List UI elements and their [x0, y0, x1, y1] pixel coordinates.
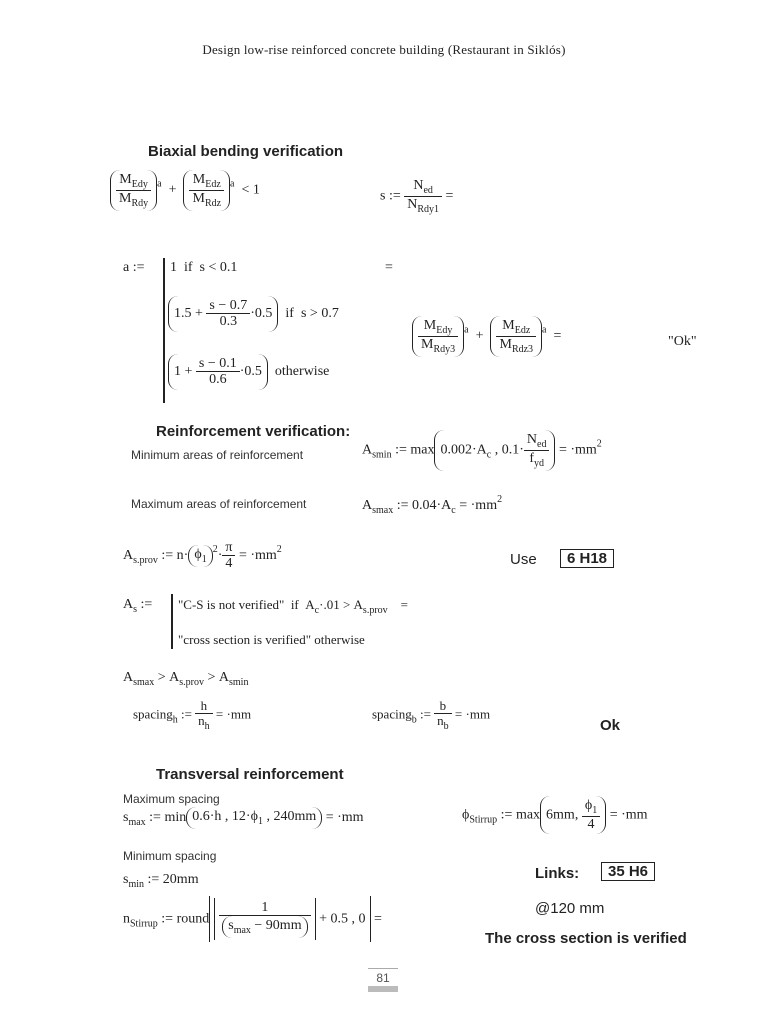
- links-label: Links:: [535, 865, 580, 882]
- area-inequality: $A_{smax} > A_{s.prov} > A_{smin}$: [123, 670, 249, 688]
- page-footer-bar: [368, 986, 398, 992]
- verification-conclusion: The cross section is verified: [485, 930, 687, 947]
- smin-formula: $s_{min}$ := 20mm: [123, 872, 199, 890]
- as-case-2: "cross section is verified" otherwise: [178, 632, 365, 647]
- links-value-box: 35 H6: [601, 862, 655, 881]
- as-piecewise-bar: [171, 594, 173, 649]
- nstirrup-formula: $n_{Stirrup}$ := round $\frac{1}{s_{max} - 90mm}$ + 0.5 , 0 =: [123, 896, 382, 942]
- label-max-areas: Maximum areas of reinforcement: [131, 497, 307, 511]
- a-equals: =: [385, 260, 393, 275]
- label-min-areas: Minimum areas of reinforcement: [131, 448, 304, 462]
- a-case-1: 1 if s < 0.1: [170, 260, 238, 275]
- biaxial-inequality: $\frac{M_{Edy}}{M_{Rdy}}$ $^a$ + $\frac{M_{Edz}}{M_{Rdz}}$ $^a$ < 1: [110, 170, 260, 211]
- as-case-1: "C-S is not verified" if $A_c\cdot.01 > A_{s.prov}$ =: [178, 597, 408, 616]
- stirrup-spacing: @120 mm: [535, 900, 605, 917]
- asprov-formula: $A_{s.prov}$ := $n\cdot \phi_1^2\cdot$ $\frac{\pi}{4}$ = $\cdot mm^2$: [123, 540, 282, 572]
- string-cs-verified: "cross section is verified": [178, 632, 311, 647]
- spacing-ok: Ok: [600, 717, 621, 734]
- string-not-verified: "C-S is not verified": [178, 597, 285, 612]
- page-header: Design low-rise reinforced concrete building (Restaurant in Siklós): [202, 42, 566, 57]
- use-value-box: 6 H18: [560, 549, 614, 568]
- section-title-transversal: Transversal reinforcement: [156, 766, 344, 783]
- spacing-b-formula: spacing$_b$ := $\frac{b}{n_b}$ = ·mm: [372, 698, 491, 733]
- page-number: 81: [368, 968, 398, 985]
- use-label: Use: [510, 551, 537, 568]
- section-title-reinforcement: Reinforcement verification:: [156, 423, 351, 440]
- biaxial-result: "Ok": [668, 334, 697, 349]
- asmin-formula: $A_{smin}$ := $\max 0.002\cdot A_c$ , 0.1· $\frac{N_{ed}}{f_{yd}}$ = $\cdot mm^2$: [362, 432, 602, 469]
- piecewise-bar: [163, 258, 165, 403]
- as-definition-lhs: $A_s$ :=: [123, 597, 153, 615]
- a-case-3: 1 + $\frac{s - 0.1}{0.6}$ ·0.5 otherwise: [168, 354, 329, 390]
- label-max-spacing: Maximum spacing: [123, 792, 220, 806]
- spacing-h-formula: spacing$_h$ := $\frac{h}{n_h}$ = ·mm: [133, 698, 252, 733]
- asmax-formula: $A_{smax}$ := $0.04\cdot A_c = \cdot mm^2$: [362, 494, 503, 516]
- smax-formula: $s_{max}$ := min 0.6·h , $12\cdot\phi_1$ , 240mm = ·mm: [123, 809, 364, 829]
- a-definition-lhs: a :=: [123, 260, 145, 275]
- section-title-biaxial: Biaxial bending verification: [148, 143, 344, 160]
- label-min-spacing: Minimum spacing: [123, 849, 217, 863]
- stirrup-diameter-formula: $\phi_{Stirrup}$ := max 6mm, $\frac{\phi_1}{4}$ = ·mm: [462, 796, 648, 834]
- s-ratio-formula: s := $\frac{N_{ed}}{N_{Rdy1}}$ =: [380, 178, 454, 215]
- a-case-2: 1.5 + $\frac{s - 0.7}{0.3}$ ·0.5 if s > 0.7: [168, 296, 339, 332]
- biaxial-check-3: $\frac{M_{Edy}}{M_{Rdy3}}$ $^a$ + $\frac{M_{Edz}}{M_{Rdz3}}$ $^a$ =: [412, 316, 561, 357]
